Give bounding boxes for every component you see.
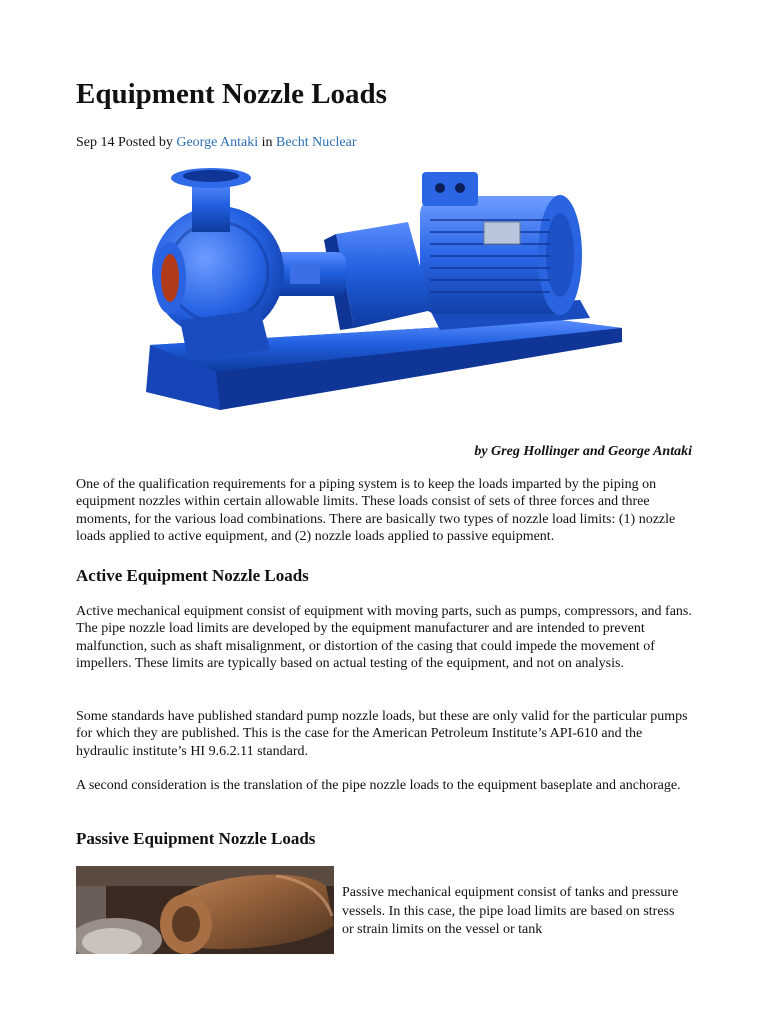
active-paragraph-2: Some standards have published standard pump nozzle loads, but these are only valid for the particular pumps for which they are published. This is the case for the American Petroleum Institute’s API-610 and the hydraulic institute’s HI 9.6.2.11 standard. <box>76 709 688 759</box>
posted-by-label: Posted by <box>118 135 173 150</box>
active-heading: Active Equipment Nozzle Loads <box>76 566 309 585</box>
in-label: in <box>261 135 273 150</box>
article-title: Equipment Nozzle Loads <box>76 78 387 110</box>
author-link[interactable]: George Antaki <box>176 135 259 150</box>
active-paragraph-1: Active mechanical equipment consist of equipment with moving parts, such as pumps, compressors, and fans. The pipe nozzle load limits are developed by the equipment manufacturer and are intended to prevent malfunction, such as shaft misalignment, or distortion of the casing that could impede the movement of impellers. These limits are typically based on actual testing of the equipment, and not on analysis. <box>76 604 692 672</box>
post-meta <box>76 135 356 151</box>
centrifugal-pump-image <box>140 160 632 422</box>
vessel-nozzle-photo <box>76 866 334 954</box>
byline: by Greg Hollinger and George Antaki <box>474 444 692 459</box>
passive-paragraph-1: Passive mechanical equipment consist of tanks and pressure vessels. In this case, the pipe load limits are based on stress or strain limits on the vessel or tank <box>342 885 679 938</box>
passive-heading: Passive Equipment Nozzle Loads <box>76 829 316 848</box>
intro-paragraph: One of the qualification requirements for a piping system is to keep the loads imparted by the piping on equipment nozzles within certain allowable limits. These loads consist of sets of three forces and three moments, for the various load combinations. There are basically two types of nozzle load limits: (1) nozzle loads applied to active equipment, and (2) nozzle loads applied to passive equipment. <box>76 477 676 545</box>
post-date: Sep 14 <box>76 135 115 150</box>
active-paragraph-3: A second consideration is the translation of the pipe nozzle loads to the equipment baseplate and anchorage. <box>76 778 681 793</box>
category-link[interactable]: Becht Nuclear <box>276 135 357 150</box>
